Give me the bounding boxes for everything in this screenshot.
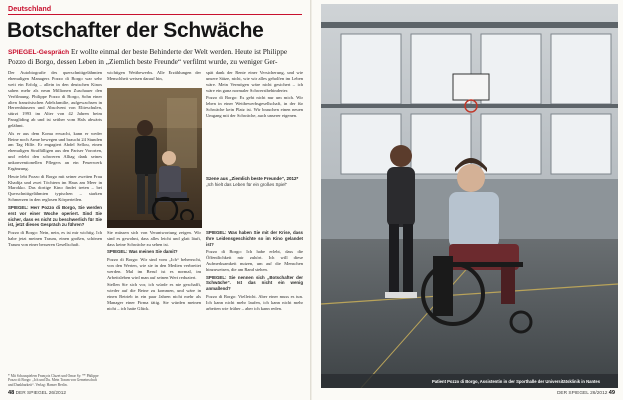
paragraph: Pozzo di Borgo: Nein, nein, es ist mir wichtig. Ich habe jetzt meinen Traum, einen großen, schönen Traum von einer besseren Gesellschaft. bbox=[8, 229, 102, 247]
footnote: * Mit Schauspielern François Cluzet und Omar Sy. ** Philippe Pozzo di Borgo: „Ich und Du. Mein Traum von Gemeinschaft und Dankbarkeit“. Verlag: Hanser Berlin. bbox=[8, 374, 99, 387]
folio-right bbox=[557, 390, 615, 396]
paragraph: Pozzo di Borgo: Es geht nicht nur um mich. Wir leben in einer Wettbewerbsgesellschaft, in der für Schwäche kein Platz ist. Wir brauchen einen neuen Umgang mit der Schwäche, auch unserer eigenen. bbox=[206, 95, 303, 118]
paragraph: wichtigen Wettbewerbs. Alle Erzählungen der Menschheit weisen darauf hin, bbox=[107, 70, 201, 81]
paragraph: Heute lebt Pozzo di Borgo mit seiner zweiten Frau Khadija und zwei Töchtern im Haus am Meer in Marokko. Das dortige Kino findet treten – bei Querschnittgelähmten typischen – starken Schmerzen in den reglosen Körperteilen. bbox=[8, 173, 102, 203]
interview-question: SPIEGEL: Was haben Sie mit der Krise, dass Ihre Leidensgeschichte so im Kino gelandet ist? bbox=[206, 230, 303, 247]
headline: Botschafter der Schwäche bbox=[7, 19, 264, 42]
dek-kicker: SPIEGEL-Gespräch bbox=[8, 49, 70, 56]
paragraph: Pozzo di Borgo: Vielleicht. Aber einer muss es tun. Ich kann nicht mehr laufen, ich kann nicht mehr arbeiten wie früher – aber ich kann reden. bbox=[206, 293, 303, 311]
folio-text: DER SPIEGEL 26/2012 bbox=[15, 391, 67, 396]
film-scene-image bbox=[107, 88, 202, 228]
text-column-3-top bbox=[206, 70, 303, 172]
page-number: 48 bbox=[8, 390, 15, 396]
interview-question: SPIEGEL: Was meinen Sie damit? bbox=[107, 249, 178, 255]
text-column-3 bbox=[206, 230, 303, 392]
caption-text: „Ich hielt das Leben für ein großes Spiel“ bbox=[206, 181, 288, 187]
paragraph: Pozzo di Borgo: Ich habe erlebt, dass die Öffentlichkeit mir zuhört. Ich will diese Aufmerksamkeit nutzen, um auf die Menschen hinzuweisen, die am Rand stehen. bbox=[206, 249, 303, 273]
photo-caption-right: Patient Pozzo di Borgo, Assistentin in der Sporthalle der Universitätsklinik in Nantes bbox=[432, 379, 601, 384]
paragraph: Der Autobiografie des querschnittgelähmten ehemaligen Managers Pozzo di Borgo war sehr weit ein Erfolg – allein in den deutschen Kinos sahen mehr als neun Millionen Zuschauer den Verfilmung. Philippe Pozzo di Borgo, Sohn einer alten französischen Adelsfamilie, aufgewachsen in Herrenhäusern und Absolvent von Eliteschulen, stürzt 1993 im Alter von 42 Jahren beim Paragliding ab und ist seither vom Hals abwärts gelähmt. bbox=[8, 70, 102, 129]
folio-left bbox=[8, 390, 66, 396]
interview-question: SPIEGEL: Sie nennen sich „Botschafter der Schwäche“. Ist das nicht ein wenig anmaßend? bbox=[206, 274, 303, 292]
gym-portrait-image bbox=[321, 4, 618, 388]
paragraph: Pozzo di Borgo: Wir sind vom „Ich“ beherrscht, von den Werten, wie sie in den Medien verbreitet werden. Mal im Beruf ist es normal, im Arbeitsleben wird man auf seinen Wert reduziert. bbox=[107, 256, 201, 280]
text-column-1 bbox=[8, 70, 102, 392]
paragraph: Als er aus dem Koma erwacht, kann er weder Beine noch Arme bewegen und braucht 24 Stunden am Tag Hilfe. Er engagiert Abdel Sellou, einen ehemaligen Straffälligen aus den Pariser Vororten, und erlebt den schweren Alltag dank seines unkonventionellen Pflegers an ein Feuerwerk Ergänzung. bbox=[8, 130, 102, 172]
article-dek bbox=[8, 47, 304, 66]
right-page bbox=[312, 0, 623, 400]
page-number: 49 bbox=[608, 390, 615, 396]
paragraph: Sie müssen sich von Verantwortung zeigen. Wir sind es gewohnt, dass alles leicht und glatt läuft, dass keine Schwäche zu sehen ist. bbox=[107, 230, 201, 247]
gym-portrait-photo bbox=[321, 4, 618, 388]
dek-text: Er wollte einmal der beste Behinderte der Welt werden. Heute ist Philippe Pozzo di Borgo, dessen Leben in „Ziemlich beste Freunde“ verfilmt wurde, zu weniger Ger- bbox=[8, 47, 288, 67]
paragraph: spät dank der Rente einer Versicherung, und wie unsere Sätze, nicht, wie wir alles geholfen im Leben wäre. Mein Vermögen wäre nicht gesichert – ich wäre ein ganz normaler Schwerstbehinderter. bbox=[206, 70, 303, 93]
folio-text: DER SPIEGEL 26/2012 bbox=[556, 391, 608, 396]
rubric-rule bbox=[8, 14, 302, 15]
text-column-2 bbox=[107, 230, 201, 392]
caption-title: Szene aus „Ziemlich beste Freunde“, 2012* bbox=[206, 176, 299, 181]
film-scene-photo bbox=[107, 88, 202, 228]
interview-question: SPIEGEL: Herr Pozzo di Borgo, Sie werden erst vor einer Woche operiert. Sind Sie sicher, dass es nicht zu beschwerlich für Sie ist, jetzt dieses Gespräch zu führen? bbox=[8, 204, 102, 228]
left-page bbox=[0, 0, 311, 400]
section-rubric: Deutschland bbox=[8, 4, 52, 13]
text-column-2-top bbox=[107, 70, 201, 84]
paragraph: Stellen Sie sich vor, ich würde es nie geschafft, wieder auf die Beine zu kommen, und wäre in einen Betrieb in ein paar Jahren nicht mehr als Manager einer Firma tätig. Sie würden meinen nicht – ich hatte Glück. bbox=[107, 282, 201, 311]
photo-caption bbox=[206, 176, 303, 187]
